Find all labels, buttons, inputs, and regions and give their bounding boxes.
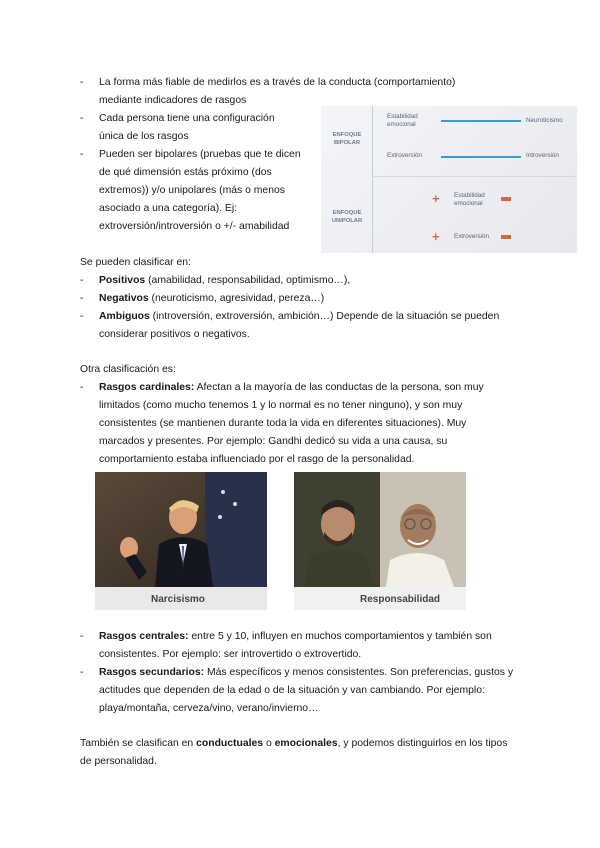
rasgos-text: playa/montaña, cerveza/vino, verano/invierno…: [99, 703, 319, 714]
cardinal-text: comportamiento estaba influenciado por el rasgo de la personalidad.: [99, 454, 415, 465]
bullet-text: única de los rasgos: [99, 131, 189, 142]
rasgos-text: Rasgos secundarios: Más específicos y menos consistentes. Son preferencias, gustos y: [99, 667, 514, 678]
bullet-dash: -: [80, 77, 84, 88]
plus-icon: +: [432, 229, 440, 244]
rasgos-text: actitudes que dependen de la edad o de la situación y van cambiando. Por ejemplo:: [99, 685, 485, 696]
cardinal-text: limitados (como mucho tenemos 1 y lo normal es no tener ninguno), y son muy: [99, 400, 463, 411]
rasgos-text: consistentes. Por ejemplo: ser introvertido o extrovertido.: [99, 649, 362, 660]
classify-item: Positivos (amabilidad, responsabilidad, optimismo…),: [99, 275, 351, 286]
bipolar-unipolar-diagram: [321, 106, 577, 253]
bullet-dash: -: [80, 293, 84, 304]
plus-icon: +: [432, 191, 440, 206]
row1-left-label: Estabilidad emocional: [387, 113, 418, 128]
responsibility-photo: [294, 472, 466, 610]
bullet-text: La forma más fiable de medirlos es a través de la conducta (comportamiento): [99, 77, 456, 88]
minus-icon: [501, 197, 511, 201]
bullet-text: Pueden ser bipolares (pruebas que te dicen: [99, 149, 301, 160]
cardinal-text: Rasgos cardinales: Afectan a la mayoría de las conductas de la persona, son muy: [99, 382, 484, 393]
rasgos-text: Rasgos centrales: entre 5 y 10, influyen en muchos comportamientos y también son: [99, 631, 492, 642]
bullet-dash: -: [80, 113, 84, 124]
section-intro: Se pueden clasificar en:: [80, 257, 191, 268]
bipolar-line: [441, 156, 521, 158]
enfoque-bipolar-label: ENFOQUE BIPOLAR: [332, 132, 362, 146]
bullet-dash: -: [80, 275, 84, 286]
minus-icon: [501, 235, 511, 239]
closing-line: de personalidad.: [80, 756, 157, 767]
uni2-label: Extroversión: [454, 233, 489, 240]
classify-item-cont: considerar positivos o negativos.: [99, 329, 250, 340]
responsibility-image: [294, 472, 466, 587]
photo-caption: Narcisismo: [151, 594, 205, 605]
bullet-text: asociado a una categoría). Ej:: [99, 203, 238, 214]
section-intro: Otra clasificación es:: [80, 364, 176, 375]
bullet-dash: -: [80, 311, 84, 322]
bullet-dash: -: [80, 382, 84, 393]
row2-right-label: Introversión: [526, 152, 559, 159]
narcissism-photo: [95, 472, 267, 610]
uni1-label: Estabilidad emocional: [454, 192, 485, 207]
bullet-dash: -: [80, 631, 84, 642]
bullet-dash: -: [80, 667, 84, 678]
diagram-divider: [372, 176, 577, 177]
bullet-text: mediante indicadores de rasgos: [99, 95, 247, 106]
row1-right-label: Neuroticismo: [526, 117, 563, 124]
bullet-text: Cada persona tiene una configuración: [99, 113, 275, 124]
bullet-dash: -: [80, 149, 84, 160]
photo-caption: Responsabilidad: [360, 594, 441, 605]
bullet-text: de qué dimensión estás próximo (dos: [99, 167, 272, 178]
cardinal-text: consistentes (se mantienen durante toda la vida en diferentes situaciones). Muy: [99, 418, 467, 429]
bipolar-line: [441, 120, 521, 122]
narcissism-image: [95, 472, 267, 587]
classify-item: Ambiguos (introversión, extroversión, ambición…) Depende de la situación se pueden: [99, 311, 500, 322]
cardinal-text: marcados y presentes. Por ejemplo: Gandhi dedicó su vida a una causa, su: [99, 436, 448, 447]
diagram-divider: [372, 106, 373, 253]
bullet-text: extremos)) y/o unipolares (más o menos: [99, 185, 285, 196]
closing-line: También se clasifican en conductuales o emocionales, y podemos distinguirlos en los tipos: [80, 738, 508, 749]
classify-item: Negativos (neuroticismo, agresividad, pereza…): [99, 293, 325, 304]
enfoque-unipolar-label: ENFOQUE UNIPOLAR: [331, 210, 363, 224]
bullet-text: extroversión/introversión o +/- amabilidad: [99, 221, 290, 232]
row2-left-label: Extroversión: [387, 152, 422, 159]
